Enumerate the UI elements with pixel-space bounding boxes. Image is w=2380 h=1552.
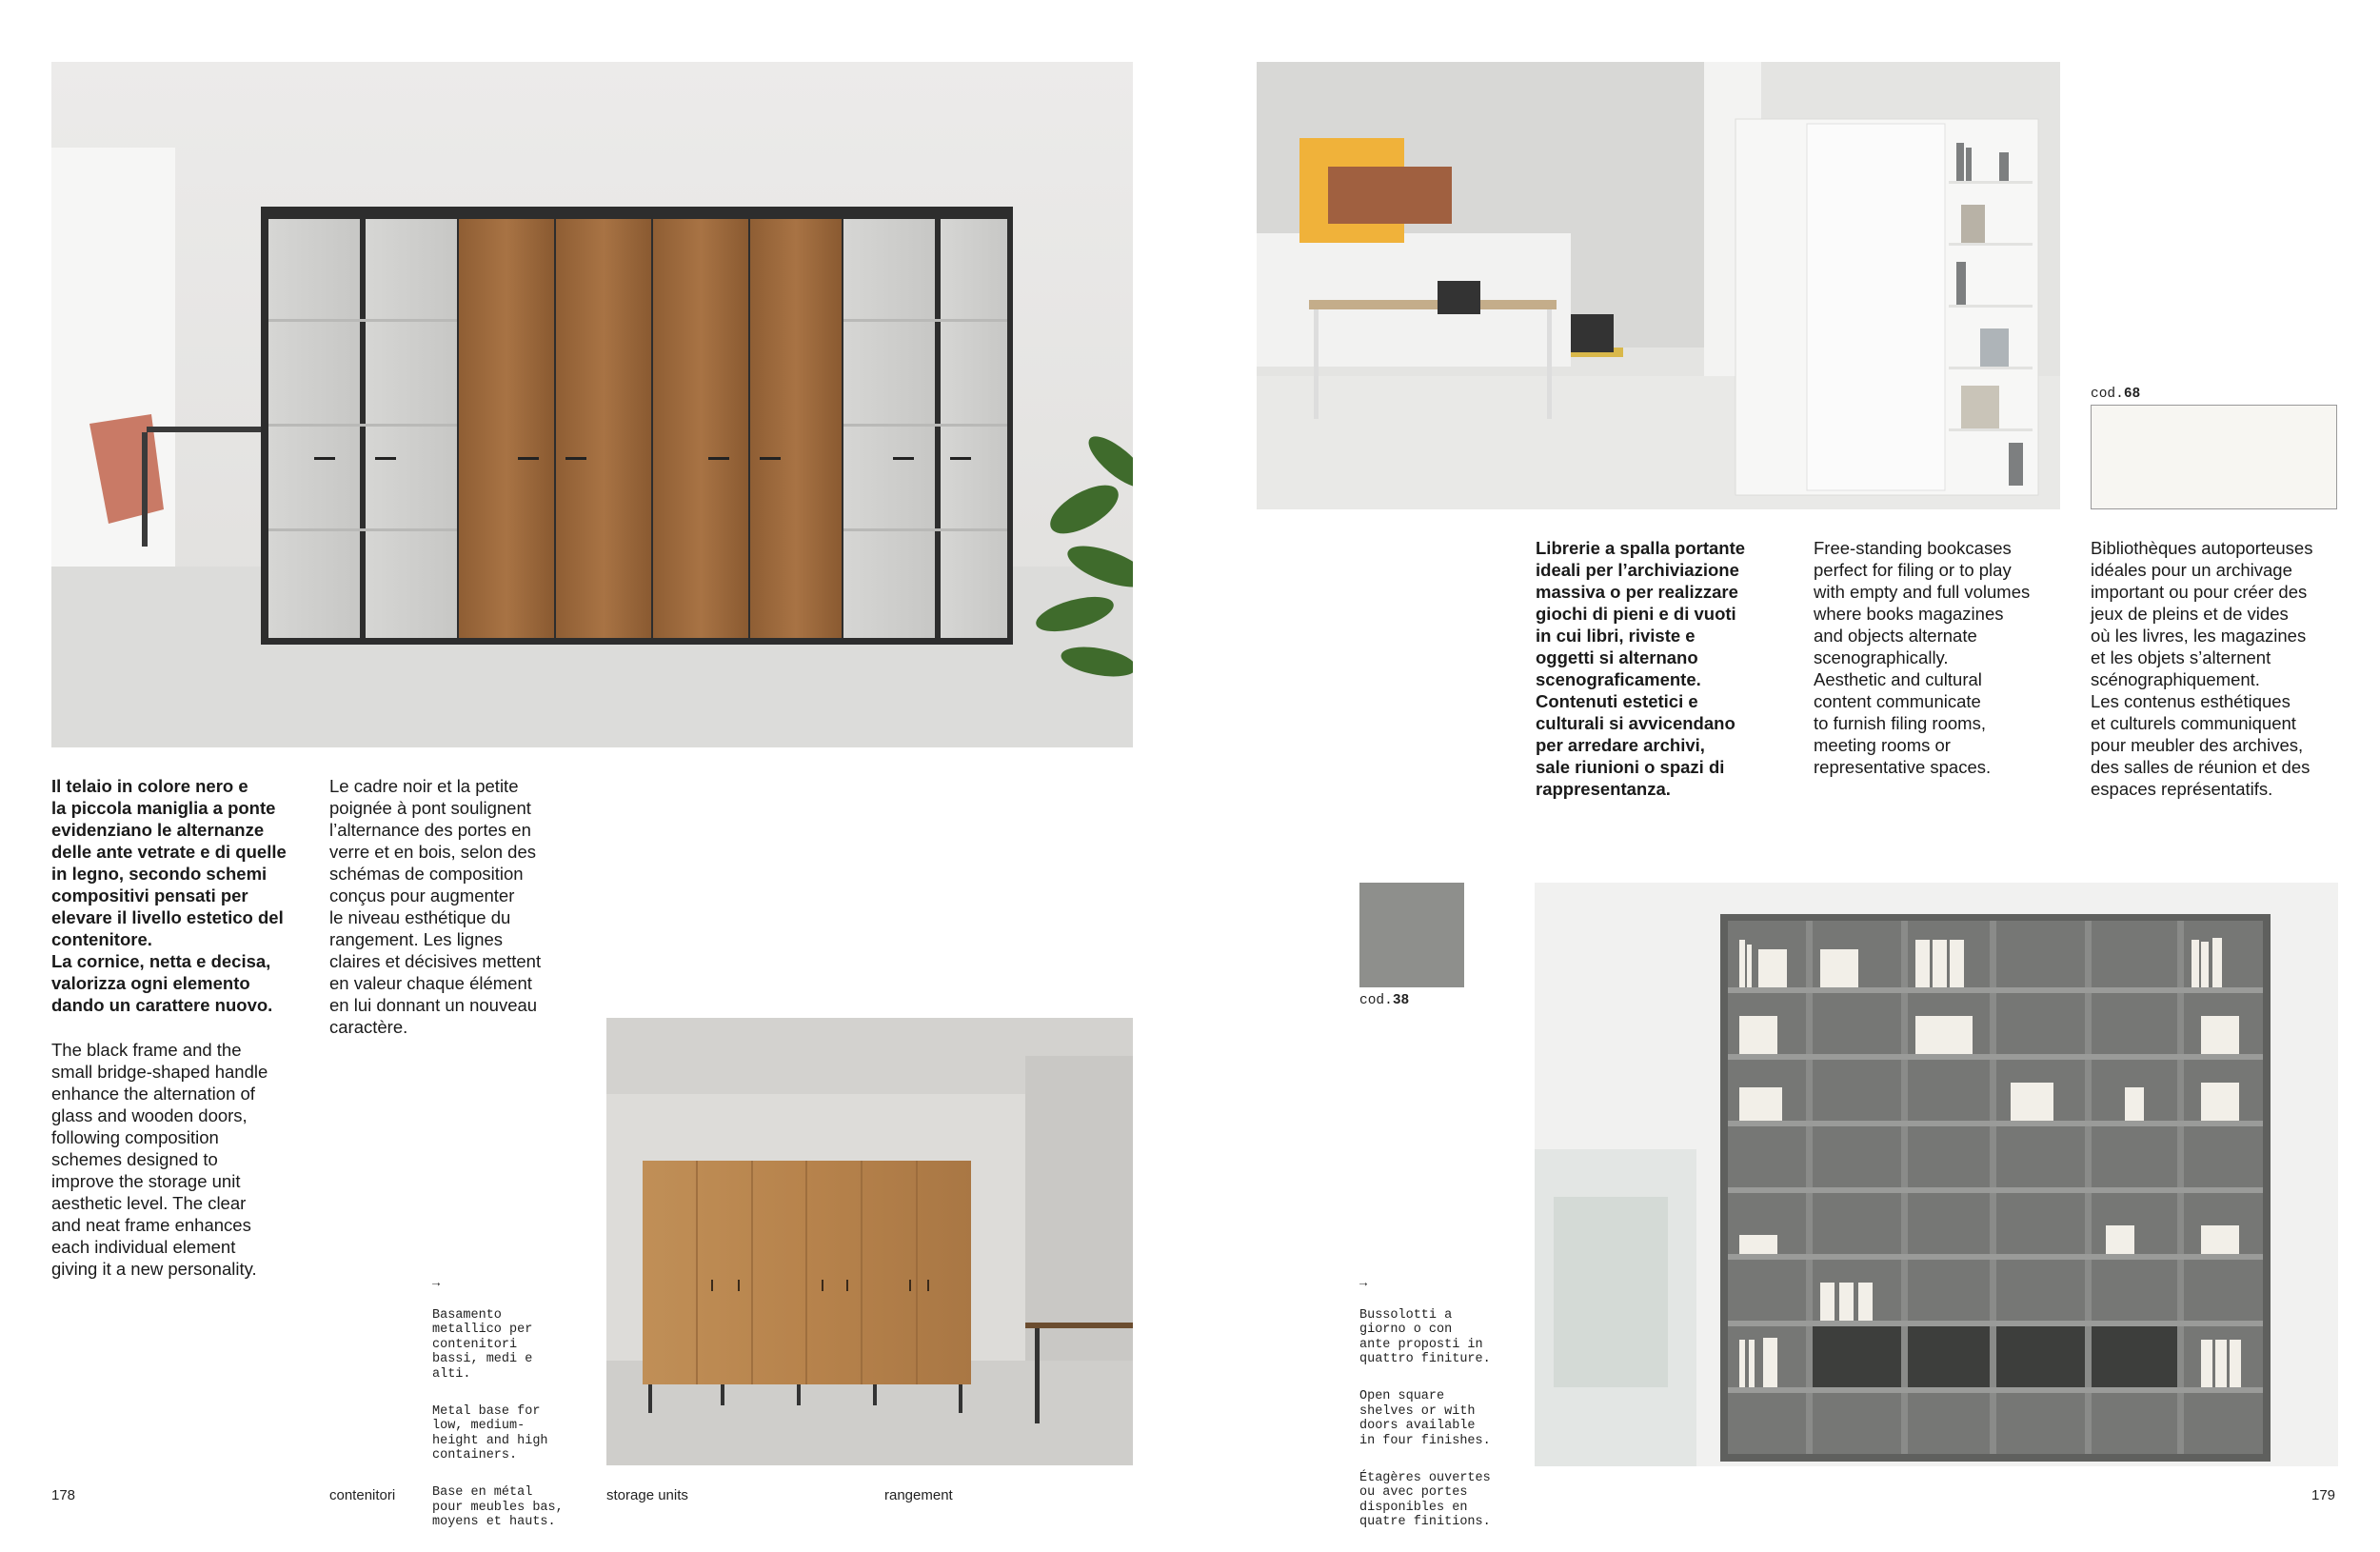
swatch-grey bbox=[1359, 883, 1464, 987]
caption-metal-base bbox=[432, 1262, 585, 1552]
caption-italian: Basamento metallico per contenitori bassi, medi e alti. bbox=[432, 1307, 533, 1382]
footer-section-english: storage units bbox=[606, 1487, 688, 1503]
caption-english-right: Open square shelves or with doors available in four finishes. bbox=[1359, 1389, 1491, 1448]
caption-italian-right: Bussolotti a giorno o con ante proposti in quattro finiture. bbox=[1359, 1307, 1491, 1366]
swatch-white bbox=[2091, 405, 2337, 509]
swatch-grey-code bbox=[1359, 993, 1409, 1008]
office-bookcase-illustration bbox=[1257, 62, 2060, 509]
wall-cabinet-illustration bbox=[51, 62, 1133, 747]
page-number-right: 179 bbox=[2311, 1487, 2336, 1503]
swatch-grey-number: 38 bbox=[1392, 993, 1410, 1008]
caption-english: Metal base for low, medium- height and high containers. bbox=[432, 1403, 548, 1462]
swatch-white-number: 68 bbox=[2123, 387, 2141, 402]
photo-oak-cabinets bbox=[606, 1018, 1133, 1465]
caption-arrow-right: → bbox=[1359, 1276, 1368, 1291]
oak-cabinets-illustration bbox=[606, 1018, 1133, 1465]
footer-section-french: rangement bbox=[884, 1487, 953, 1503]
swatch-grey-prefix: cod. bbox=[1359, 993, 1393, 1008]
photo-wall-cabinet bbox=[51, 62, 1133, 747]
caption-french: Base en métal pour meubles bas, moyens et hauts. bbox=[432, 1485, 564, 1529]
footer-section-italian: contenitori bbox=[329, 1487, 396, 1503]
caption-open-shelves bbox=[1359, 1262, 1512, 1552]
photo-office-bookcase bbox=[1257, 62, 2060, 509]
swatch-white-prefix: cod. bbox=[2091, 387, 2124, 402]
bookcase-text-english: Free-standing bookcases perfect for filing or to play with empty and full volumes where books magazines and objects alternate scenographically. Aesthetic and cultural content communicate to furnish filing rooms, meeting rooms or representative spaces. bbox=[1814, 538, 2031, 777]
caption-french-right: Étagères ouvertes ou avec portes disponibles en quatre finitions. bbox=[1359, 1470, 1491, 1529]
grey-bookcase-illustration bbox=[1535, 883, 2338, 1466]
page-number-left: 178 bbox=[51, 1487, 76, 1503]
bookcase-text-french: Bibliothèques autoporteuses idéales pour un archivage important ou pour créer des jeux de pleins et de vides où les livres, les magazines et les objets s’alternent scénographiquement. Les contenus esthétiques et culturels communiquent pour meubler des archives, des salles de réunion et des espaces représentatifs. bbox=[2091, 538, 2313, 799]
intro-text-french: Le cadre noir et la petite poignée à pont soulignent l’alternance des portes en verre et en bois, selon des schémas de composition conçus pour augmenter le niveau esthétique du rangement. Les lignes claires et décisives mettent en valeur chaque élément en lui donnant un nouveau caractère. bbox=[329, 776, 542, 1037]
caption-arrow: → bbox=[432, 1276, 441, 1291]
swatch-white-code bbox=[2091, 387, 2140, 402]
intro-text-italian: Il telaio in colore nero e la piccola maniglia a ponte evidenziano le alternanze delle ante vetrate e di quelle in legno, secondo schemi compositivi pensati per elevare il livello estetico del contenitore. La cornice, netta e decisa, valorizza ogni elemento dando un carattere nuovo. bbox=[51, 776, 287, 1015]
photo-grey-bookcase bbox=[1535, 883, 2338, 1466]
bookcase-text-italian: Librerie a spalla portante ideali per l’archiviazione massiva o per realizzare giochi di pieni e di vuoti in cui libri, riviste e oggetti si alternano scenograficamente. Contenuti estetici e culturali si avvicendano per arredare archivi, sale riunioni o spazi di rappresentanza. bbox=[1536, 538, 1746, 799]
intro-text-english: The black frame and the small bridge-shaped handle enhance the alternation of glass and wooden doors, following composition schemes designed to improve the storage unit aesthetic level. The clear and neat frame enhances each individual element giving it a new personality. bbox=[51, 1040, 268, 1279]
